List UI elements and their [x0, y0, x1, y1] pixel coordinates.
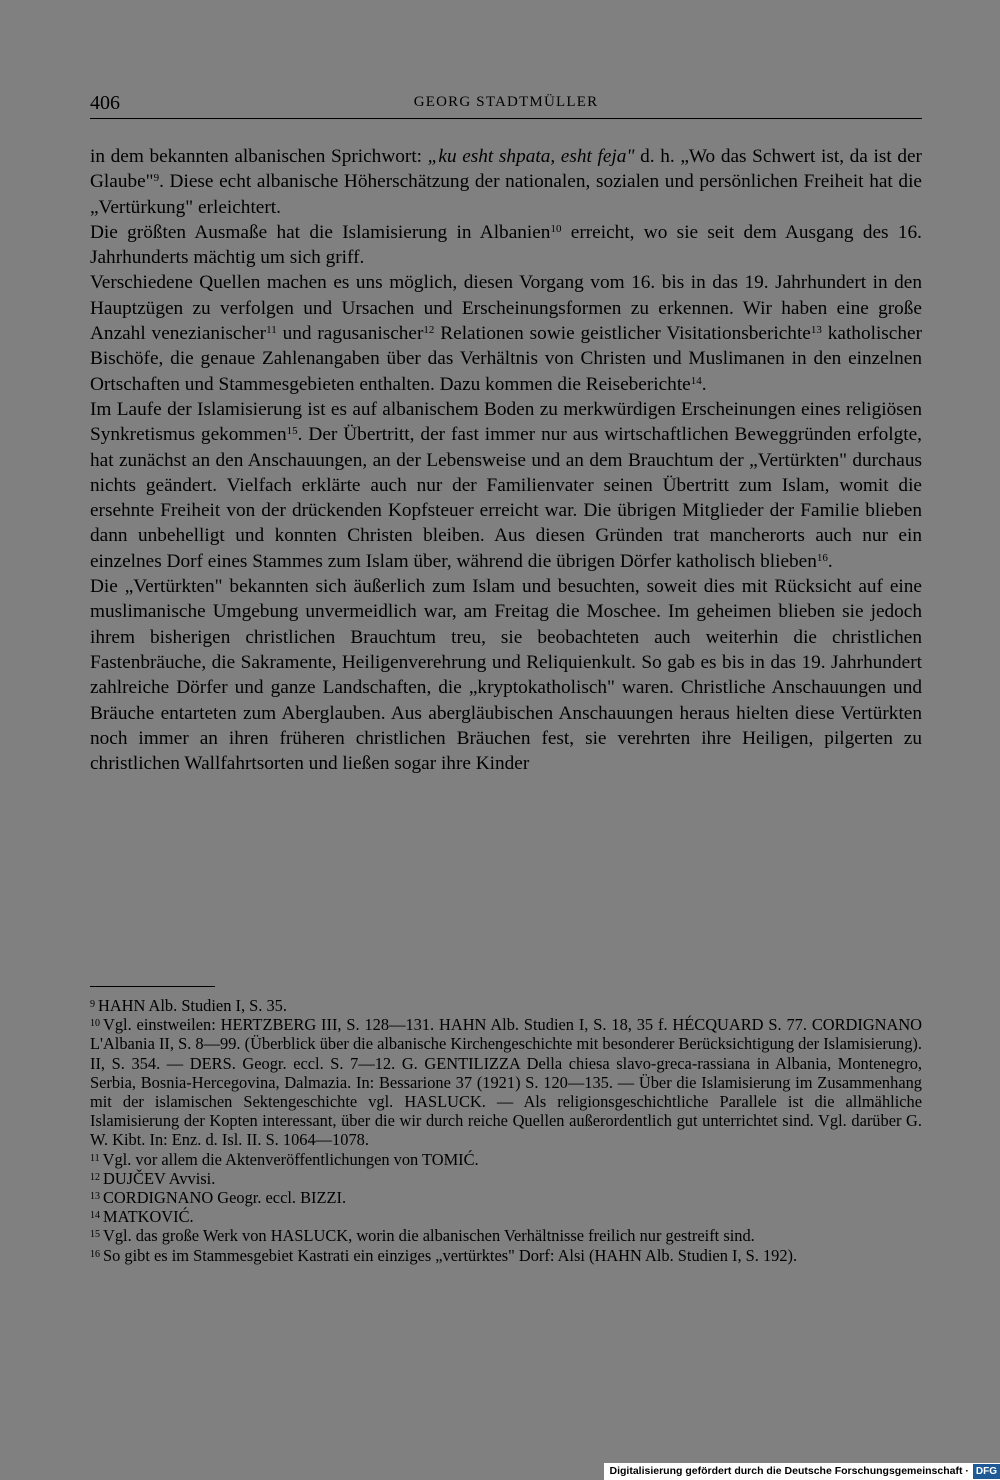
- paragraph-4: [90, 397, 922, 574]
- text-run: Im Laufe der Islamisierung ist es auf albanischem Boden zu merkwürdigen Erscheinungen eines religiösen Synkretismus gekommen: [90, 398, 922, 446]
- page-header: [90, 92, 922, 119]
- footnote-13: [90, 1188, 922, 1207]
- footnote-11: [90, 1150, 922, 1169]
- footnote-text: Vgl. das große Werk von HASLUCK, worin die albanischen Verhältnisse freilich nur gestreift sind.: [103, 1226, 755, 1246]
- footnote-text: MATKOVIĆ.: [103, 1207, 194, 1227]
- footnotes: [90, 996, 922, 1265]
- footnote-16: [90, 1246, 922, 1265]
- paragraph-1: [90, 144, 922, 220]
- paragraph-5: Die „Vertürkten" bekannten sich äußerlich zum Islam und besuchten, soweit dies mit Rücksicht auf eine muslimanische Umgebung unvermeidlich war, am Freitag die Moschee. Im geheimen blieben sie jedoch ihrem bisherigen christlichen Brauchtum treu, sie beobachteten auch weiterhin die christlichen Fastenbräuche, die Sakramente, Heiligenverehrung und Reliquienkult. So gab es bis in das 19. Jahrhundert zahlreiche Dörfer und ganze Landschaften, die „kryptokatholisch" waren. Christliche Anschauungen und Bräuche entarteten zum Aberglauben. Aus abergläubischen Anschauungen heraus hielten diese Vertürkten noch immer an ihren früheren christlichen Bräuchen fest, sie verehrten ihre Heiligen, pilgerten zu christlichen Wallfahrtsorten und ließen sogar ihre Kinder: [90, 576, 922, 775]
- text-run: . Diese echt albanische Höherschätzung der nationalen, sozialen und persönlichen Freiheit hat die „Vertürkung" erleichtert.: [90, 171, 922, 218]
- paragraph-3: [90, 270, 922, 396]
- footnote-ref[interactable]: 12: [423, 324, 435, 337]
- footnote-number: 14: [90, 1210, 100, 1222]
- footnote-ref[interactable]: 13: [810, 324, 822, 337]
- footnote-text: DUJČEV Avvisi.: [103, 1168, 216, 1188]
- footnote-text: Vgl. vor allem die Aktenveröffentlichungen von TOMIĆ.: [102, 1149, 479, 1169]
- dfg-logo-icon: DFG: [973, 1464, 1000, 1479]
- footnote-text: Vgl. einstweilen: HERTZBERG III, S. 128—131. HAHN Alb. Studien I, S. 18, 35 f. HÉCQUARD S. 77. CORDIGNANO L'Albania II, S. 8—99. (Überblick über die albanische Kirchengeschichte mit besonderer Berücksichtigung der Islamisierung). II, S. 354. — DERS. Geogr. eccl. S. 7—12. G. GENTILIZZA Della chiesa slavo-greca-rassiana in Albania, Montenegro, Serbia, Bosnia-Hercegovina, Dalmazia. In: Bessarione 37 (1921) S. 120—135. — Über die Islamisierung im Zusammenhang mit der islamischen Sektengeschichte vgl. HASLUCK. — Als religionsgeschichtliche Parallele ist die allmähliche Islamisierung der Kopten interessant, über die wir durch reiche Quellen außerordentlich gut unterrichtet sind. Vgl. darüber G. W. Kibt. In: Enz. d. Isl. II. S. 1064—1078.: [90, 1015, 922, 1150]
- text-run: Verschiedene Quellen machen es uns möglich, diesen Vorgang vom 16. bis in das 19. Jahrhundert in den Hauptzügen zu verfolgen und Ursachen und Erscheinungsformen zu erkennen. Wir haben eine große Anzahl venezianischer: [90, 272, 922, 345]
- footnote-14: [90, 1207, 922, 1226]
- running-head: GEORG STADTMÜLLER: [413, 94, 599, 110]
- footnote-ref[interactable]: 10: [550, 222, 562, 235]
- footnote-number: 11: [90, 1152, 100, 1164]
- footnote-ref[interactable]: 9: [153, 172, 160, 185]
- text-run: .: [827, 550, 833, 572]
- footnote-12: [90, 1169, 922, 1188]
- text-run: . Der Übertritt, der fast immer nur aus wirtschaftlichen Beweggründen erfolgte, hat zunächst an den Anschauungen, an der Lebensweise und an dem Brauchtum der „Vertürkten" durchaus nichts geändert. Vielfach erklärte auch nur der Familienvater seinen Übertritt zum Islam, womit die ersehnte Freiheit von der drückenden Kopfsteuer erreicht war. Die übrigen Mitglieder der Familie blieben dann unbehelligt und konnten Christen bleiben. Aus diesen Gründen trat mancherorts auch nur ein einzelnes Dorf eines Stammes zum Islam über, während die übrigen Dörfer katholisch blieben: [90, 424, 922, 572]
- text-run: .: [701, 373, 707, 395]
- text-run: und ragusanischer: [276, 323, 424, 345]
- body-text: [90, 144, 922, 776]
- footnote-15: [90, 1226, 922, 1245]
- footnote-9: [90, 996, 922, 1015]
- footnote-separator: [90, 986, 215, 987]
- proverb-quote: „ku esht shpata, esht feja": [427, 146, 635, 167]
- text-run: in dem bekannten albanischen Sprichwort:: [90, 146, 428, 167]
- footnote-text: CORDIGNANO Geogr. eccl. BIZZI.: [103, 1188, 347, 1208]
- text-run: Die größten Ausmaße hat die Islamisierung in Albanien: [90, 221, 551, 243]
- text-run: Relationen sowie geistlicher Visitationsberichte: [434, 323, 811, 345]
- footnote-text: HAHN Alb. Studien I, S. 35.: [98, 996, 287, 1015]
- page-number: 406: [90, 92, 120, 114]
- text-run: erreicht, wo sie seit dem Ausgang des 16. Jahrhunderts mächtig um sich griff.: [90, 221, 922, 269]
- digitization-footer: [604, 1463, 1000, 1480]
- footer-credit: Digitalisierung gefördert durch die Deutsche Forschungsgemeinschaft ·: [609, 1465, 969, 1477]
- text-run: katholischer Bischöfe, die genaue Zahlenangaben über das Verhältnis von Christen und Muslimanen in den einzelnen Ortschaften und Stammesgebieten enthalten. Dazu kommen die Reiseberichte: [90, 323, 922, 395]
- footnote-ref[interactable]: 11: [266, 324, 277, 337]
- footnote-number: 15: [90, 1229, 100, 1241]
- footnote-number: 9: [90, 999, 95, 1010]
- footnote-10: [90, 1015, 922, 1149]
- text-run: d. h. „Wo das Schwert ist, da ist der Glaube": [90, 146, 922, 193]
- paragraph-2: [90, 220, 922, 271]
- footnote-ref[interactable]: 15: [286, 425, 298, 438]
- footnote-number: 16: [90, 1248, 100, 1260]
- footnote-text: So gibt es im Stammesgebiet Kastrati ein einziges „vertürktes" Dorf: Alsi (HAHN Alb. Studien I, S. 192).: [103, 1245, 798, 1265]
- footnote-ref[interactable]: 14: [690, 374, 702, 387]
- footnote-number: 12: [90, 1171, 100, 1183]
- footnote-ref[interactable]: 16: [816, 551, 828, 564]
- footnote-number: 10: [90, 1018, 100, 1030]
- footnote-number: 13: [90, 1191, 100, 1203]
